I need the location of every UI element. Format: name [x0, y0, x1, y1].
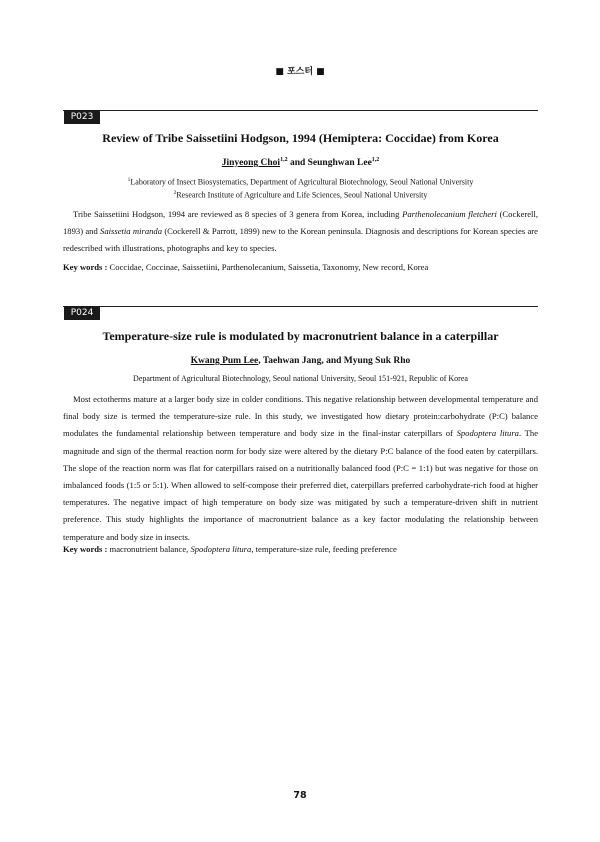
keywords-label: Key words : — [63, 544, 108, 554]
abstract-text: Tribe Saissetiini Hodgson, 1994 are reviewed as 8 species of 3 genera from Korea, including — [73, 209, 403, 219]
section-divider — [63, 306, 538, 307]
affiliation-marker: 2 — [173, 189, 177, 196]
poster-title: Review of Tribe Saissetiini Hodgson, 1994 (Hemiptera: Coccidae) from Korea — [102, 131, 499, 145]
species-name: Parthenolecanium fletcheri — [402, 209, 497, 219]
abstract-text: Most ectotherms mature at a larger body size in colder conditions. This negative relationship between developmental temperature and final body size is termed the temperature-size rule. In this study, we investigated how dietary protein:carbohydrate (P:C) balance modulates the fundamental relationship between temperature and body size in the final-instar caterpillars of — [63, 394, 538, 439]
species-name: Spodoptera litura — [456, 428, 519, 439]
page-number: 78 — [293, 790, 307, 801]
poster-keywords — [63, 262, 538, 272]
keywords-text: Coccidae, Coccinae, Saissetiini, Parthenolecanium, Saissetia, Taxonomy, New record, Korea — [107, 262, 429, 272]
poster-authors — [63, 157, 538, 168]
presenting-author: Jinyeong Choi — [221, 158, 281, 169]
poster-keywords — [63, 544, 538, 554]
poster-id-badge: P024 — [64, 306, 100, 320]
affiliation-text: Laboratory of Insect Biosystematics, Department of Agricultural Biotechnology, Seoul National University — [130, 177, 474, 187]
affiliation-line — [63, 175, 538, 188]
poster-affiliations — [63, 175, 538, 200]
abstract-text: . The magnitude and sign of the thermal reaction norm for body size were altered by the dietary P:C balance of the food eaten by caterpillars. The slope of the reaction norm was flat for caterpillars raised on a nutritionally balanced food (P:C = 1:1) but was negative for those on imbalanced foods (1:5 or 5:1). When allowed to self-compose their preferred diet, caterpillars preferred carbohydrate-rich food at higher temperatures. The negative impact of high temperature on body size was mitigated by such a temperature-driven shift in nutrient preference. This study highlights the importance of macronutrient balance as a key factor modulating the relationship between temperature and body size in insects. — [63, 428, 539, 542]
author-separator: and — [287, 158, 308, 169]
co-author: Seunghwan Lee — [307, 158, 372, 169]
affiliation-line — [63, 188, 538, 201]
poster-authors — [63, 356, 538, 366]
presenting-author: Kwang Pum Lee — [190, 356, 259, 366]
poster-abstract — [63, 206, 538, 258]
affiliation-marker: 1 — [127, 177, 131, 183]
author-affiliation-marker: 1,2 — [280, 157, 288, 163]
section-header: ■ 포스터 ■ — [275, 67, 325, 77]
poster-id-badge: P023 — [64, 110, 100, 124]
keywords-label: Key words : — [63, 262, 108, 272]
co-authors: , Taehwan Jang, and Myung Suk Rho — [258, 356, 411, 366]
author-affiliation-marker: 1,2 — [371, 157, 380, 163]
poster-affiliation: Department of Agricultural Biotechnology, Seoul national University, Seoul 151-921, Republic of Korea — [133, 374, 468, 383]
section-divider — [63, 110, 538, 111]
keywords-text: , temperature-size rule, feeding preference — [251, 544, 397, 554]
abstract-text: (Cockerell, 1893) and — [63, 209, 538, 237]
keywords-text: macronutrient balance, — [107, 544, 191, 554]
poster-title: Temperature-size rule is modulated by macronutrient balance in a caterpillar — [102, 329, 499, 343]
poster-abstract — [63, 391, 538, 546]
affiliation-text: Research Institute of Agriculture and Life Sciences, Seoul National University — [176, 190, 428, 200]
abstract-text: (Cockerell & Parrott, 1899) new to the Korean peninsula. Diagnosis and descriptions for Korean species are redescribed with illustrations, photographs and key to species. — [63, 226, 538, 254]
species-name: Spodoptera litura — [190, 544, 252, 554]
species-name: Saissetia miranda — [100, 226, 163, 237]
